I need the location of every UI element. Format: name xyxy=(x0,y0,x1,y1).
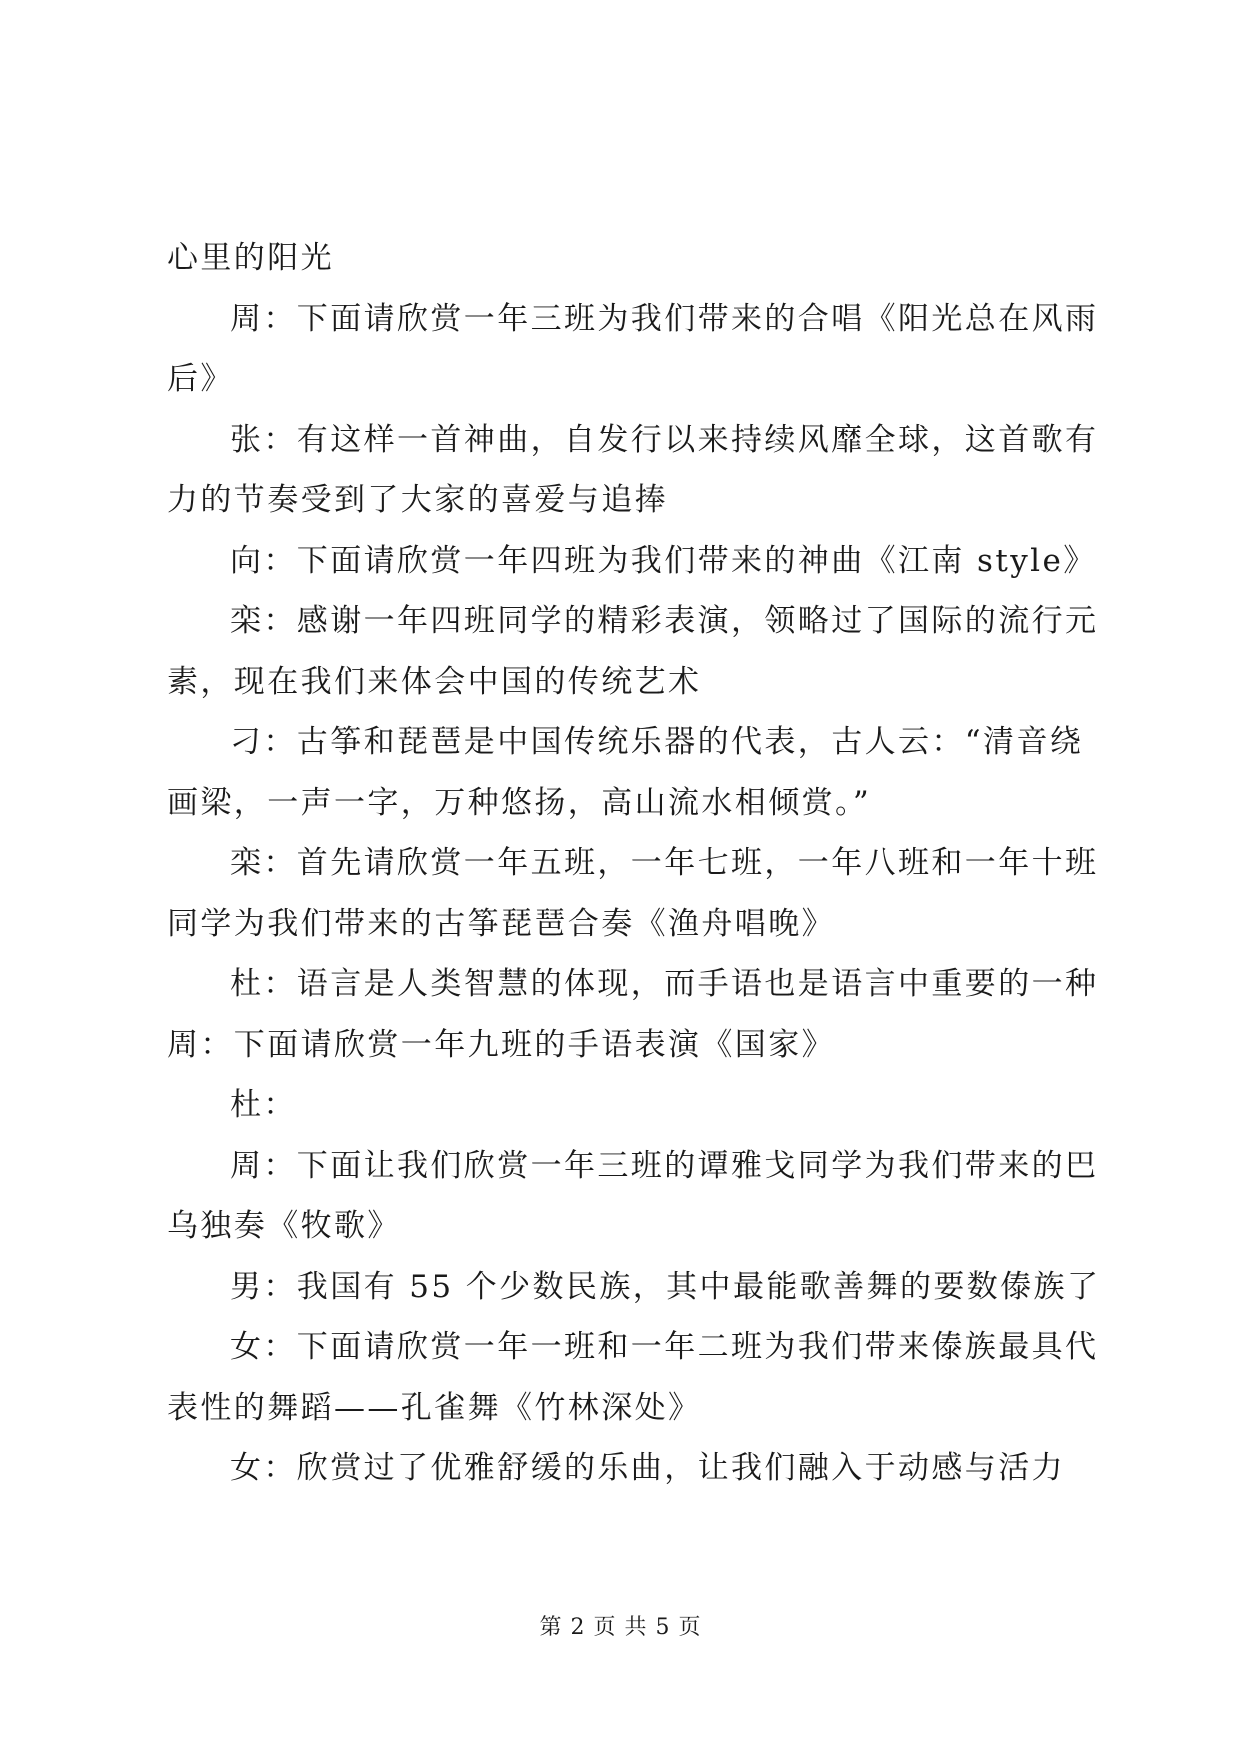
text-line: 向：下面请欣赏一年四班为我们带来的神曲《江南 style》 xyxy=(230,542,1097,579)
text-line: 周：下面请欣赏一年三班为我们带来的合唱《阳光总在风雨 xyxy=(230,300,1099,337)
text-line: 杜：语言是人类智慧的体现，而手语也是语言中重要的一种 xyxy=(230,966,1099,1002)
text-line: 栾：首先请欣赏一年五班，一年七班，一年八班和一年十班 xyxy=(230,845,1099,881)
text-line: 画梁，一声一字，万种悠扬，高山流水相倾赏。” xyxy=(167,784,872,821)
text-line: 力的节奏受到了大家的喜爱与追捧 xyxy=(167,482,668,518)
text-line: 女：下面请欣赏一年一班和一年二班为我们带来傣族最具代 xyxy=(230,1329,1099,1365)
text-line: 乌独奏《牧歌》 xyxy=(167,1208,401,1244)
text-line: 栾：感谢一年四班同学的精彩表演，领略过了国际的流行元 xyxy=(230,603,1099,639)
text-line: 杜： xyxy=(230,1087,297,1123)
text-line: 刁：古筝和琵琶是中国传统乐器的代表，古人云：“清音绕 xyxy=(230,724,1084,760)
text-line: 女：欣赏过了优雅舒缓的乐曲，让我们融入于动感与活力 xyxy=(230,1450,1065,1486)
text-line: 素，现在我们来体会中国的传统艺术 xyxy=(167,663,702,700)
text-line: 男：我国有 55 个少数民族，其中最能歌善舞的要数傣族了 xyxy=(230,1268,1101,1305)
text-line: 后》 xyxy=(167,361,234,397)
text-line: 张：有这样一首神曲，自发行以来持续风靡全球，这首歌有 xyxy=(230,421,1099,458)
document-body xyxy=(167,228,1101,1499)
text-line: 周：下面请欣赏一年九班的手语表演《国家》 xyxy=(167,1026,835,1063)
text-line: 周：下面让我们欣赏一年三班的谭雅戈同学为我们带来的巴 xyxy=(230,1147,1099,1184)
page-number-footer: 第 2 页 共 5 页 xyxy=(539,1615,702,1640)
text-line: 表性的舞蹈——孔雀舞《竹林深处》 xyxy=(167,1389,702,1426)
text-line: 心里的阳光 xyxy=(167,240,334,276)
text-line: 同学为我们带来的古筝琵琶合奏《渔舟唱晚》 xyxy=(167,905,835,942)
